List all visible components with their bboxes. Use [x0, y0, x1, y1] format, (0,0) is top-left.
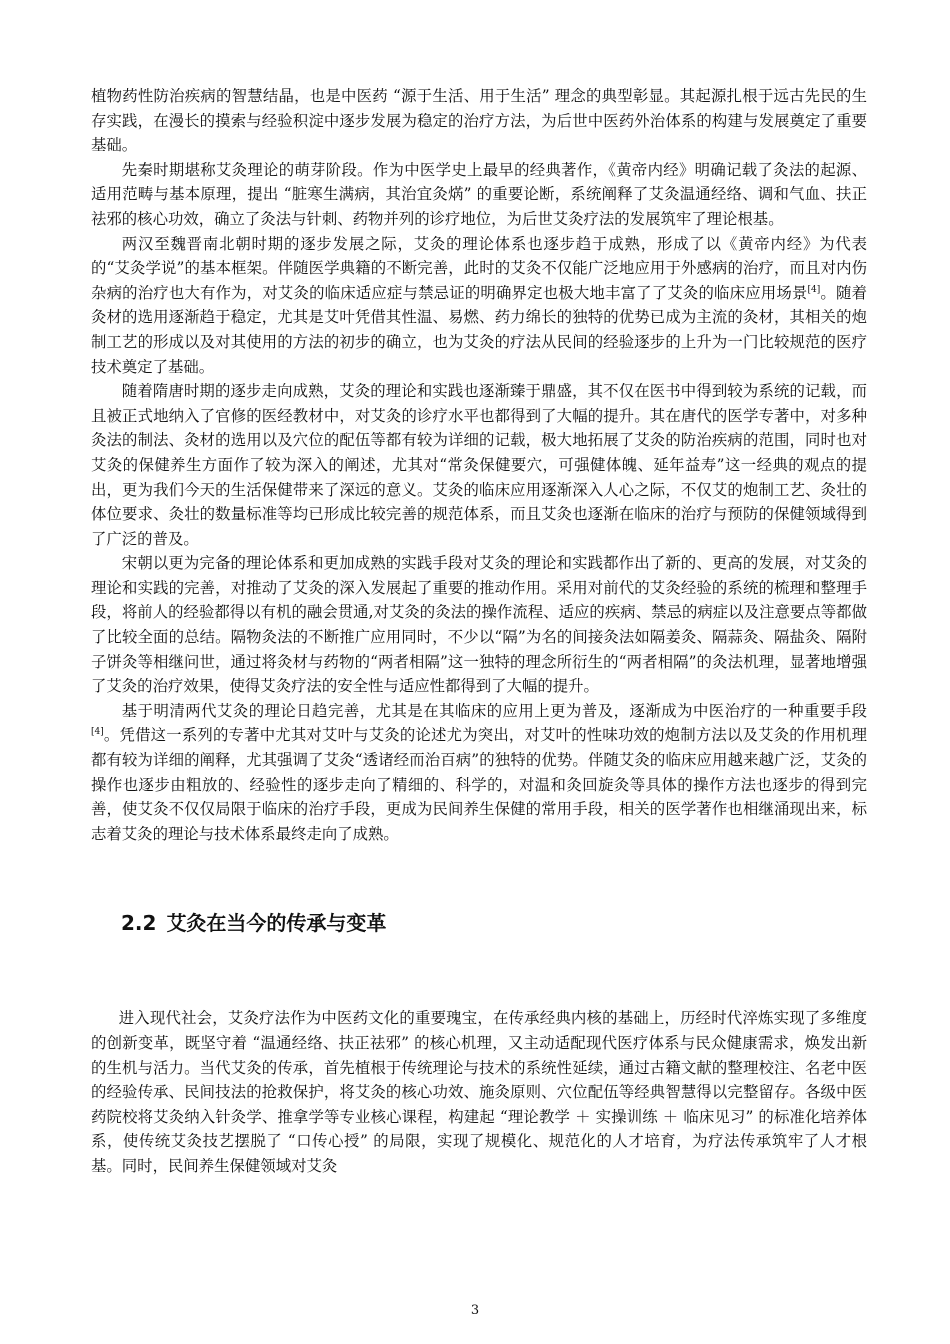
paragraph-pre-qin	[91, 158, 867, 232]
citation-ref: [4]	[807, 284, 821, 295]
paragraph-sui-tang	[91, 379, 867, 551]
paragraph-text: 进入现代社会，艾灸疗法作为中医药文化的重要瑰宝，在传承经典内核的基础上，历经时代淬炼实现了多维度的创新变革，既坚守着 “温通经络、扶正祛邪” 的核心机理，又主动适配现代医疗体系与民众健康需求，焕发出新的生机与活力。当代艾灸的传承，首先植根于传统理论与技术的系统性延续，通过古籍文献的整理校注、名老中医的经验传承、民间技法的抢救保护，将艾灸的核心功效、施灸原则、穴位配伍等经典智慧得以完整留存。各级中医药院校将艾灸纳入针灸学、推拿学等专业核心课程，构建起 “理论教学 ＋ 实操训练 ＋ 临床见习” 的标准化培养体系，使传统艾灸技艺摆脱了 “口传心授” 的局限，实现了规模化、规范化的人才培育，为疗法传承筑牢了人才根基。同时，民间养生保健领域对艾灸	[91, 1009, 867, 1175]
spacer	[91, 954, 867, 1006]
paragraph-text: 随着隋唐时期的逐步走向成熟，艾灸的理论和实践也逐渐臻于鼎盛，其不仅在医书中得到较为系统的记载，而且被正式地纳入了官修的医经教材中，对艾灸的诊疗水平也都得到了大幅的提升。其在唐代的医学专著中，对多种灸法的制法、灸材的选用以及穴位的配伍等都有较为详细的记载，极大地拓展了艾灸的防治疾病的范围，同时也对艾灸的保健养生方面作了较为深入的阐述，尤其对“常灸保健要穴，可强健体魄、延年益寿”这一经典的观点的提出，更为我们今天的生活保健带来了深远的意义。艾灸的临床应用逐渐深入人心之际，不仅艾的炮制工艺、灸壮的体位要求、灸壮的数量标准等均已形成比较完善的规范体系，而且艾灸也逐渐在临床的治疗与预防的保健领域得到了广泛的普及。	[91, 382, 867, 548]
section-heading	[121, 892, 867, 954]
citation-ref: [4]	[91, 727, 104, 738]
paragraph-text: 先秦时期堪称艾灸理论的萌芽阶段。作为中医学史上最早的经典著作，《黄帝内经》明确记载了灸法的起源、适用范畴与基本原理，提出 “脏寒生满病，其治宜灸焫” 的重要论断，系统阐释了艾灸温通经络、调和气血、扶正祛邪的核心功效，确立了灸法与针刺、药物并列的诊疗地位，为后世艾灸疗法的发展筑牢了理论根基。	[91, 160, 867, 228]
paragraph-text: 两汉至魏晋南北朝时期的逐步发展之际，艾灸的理论体系也逐步趋于成熟，形成了以《黄帝内经》为代表的“艾灸学说”的基本框架。伴随医学典籍的不断完善，此时的艾灸不仅能广泛地应用于外感病的治疗，而且对内伤杂病的治疗也大有作为，对艾灸的临床适应症与禁忌证的明确界定也极大地丰富了了艾灸的临床应用场景	[91, 234, 867, 302]
section-number: 2.2	[121, 911, 157, 936]
section-title: 艾灸在当今的传承与变革	[166, 911, 387, 936]
paragraph-text: 。凭借这一系列的专著中尤其对艾叶与艾灸的论述尤为突出，对艾叶的性味功效的炮制方法以及艾灸的作用机理都有较为详细的阐释，尤其强调了艾灸“透诸经而治百病”的独特的优势。伴随艾灸的临床应用越来越广泛，艾灸的操作也逐步由粗放的、经验性的逐步走向了精细的、科学的，对温和灸回旋灸等具体的操作方法也逐步的得到完善，使艾灸不仅仅局限于临床的治疗手段，更成为民间养生保健的常用手段，相关的医学著作也相继涌现出来，标志着艾灸的理论与技术体系最终走向了成熟。	[91, 726, 867, 843]
paragraph-modern	[91, 1006, 867, 1178]
paragraph-song	[91, 551, 867, 699]
paragraph-ming-qing	[91, 699, 867, 847]
page-content	[91, 84, 867, 1179]
page-number: 3	[470, 1303, 480, 1318]
paragraph-han-wei-jin	[91, 232, 867, 380]
paragraph-continuation	[91, 84, 867, 158]
paragraph-text: 。随着灸材的选用逐渐趋于稳定，尤其是艾叶凭借其性温、易燃、药力绵长的独特的优势已成为主流的灸材，其相关的炮制工艺的形成以及对其使用的方法的初步的确立，也为艾灸的疗法从民间的经验逐步的上升为一门比较规范的医疗技术奠定了基础。	[91, 283, 867, 376]
paragraph-text: 植物药性防治疾病的智慧结晶，也是中医药 “源于生活、用于生活” 理念的典型彰显。其起源扎根于远古先民的生存实践，在漫长的摸索与经验积淀中逐步发展为稳定的治疗方法，为后世中医药外治体系的构建与发展奠定了重要基础。	[91, 87, 867, 155]
paragraph-text: 宋朝以更为完备的理论体系和更加成熟的实践手段对艾灸的理论和实践都作出了新的、更高的发展，对艾灸的理论和实践的完善，对推动了艾灸的深入发展起了重要的推动作用。采用对前代的艾灸经验的系统的梳理和整理手段，将前人的经验都得以有机的融会贯通,对艾灸的灸法的操作流程、适应的疾病、禁忌的病症以及注意要点等都做了比较全面的总结。隔物灸法的不断推广应用同时，不少以“隔”为名的间接灸法如隔姜灸、隔蒜灸、隔盐灸、隔附子饼灸等相继问世，通过将灸材与药物的“两者相隔”这一独特的理念所衍生的“两者相隔”的灸法机理，显著地增强了艾灸的治疗效果，使得艾灸疗法的安全性与适应性都得到了大幅的提升。	[91, 554, 867, 696]
paragraph-text: 基于明清两代艾灸的理论日趋完善，尤其是在其临床的应用上更为普及，逐渐成为中医治疗的一种重要手段	[121, 701, 867, 720]
